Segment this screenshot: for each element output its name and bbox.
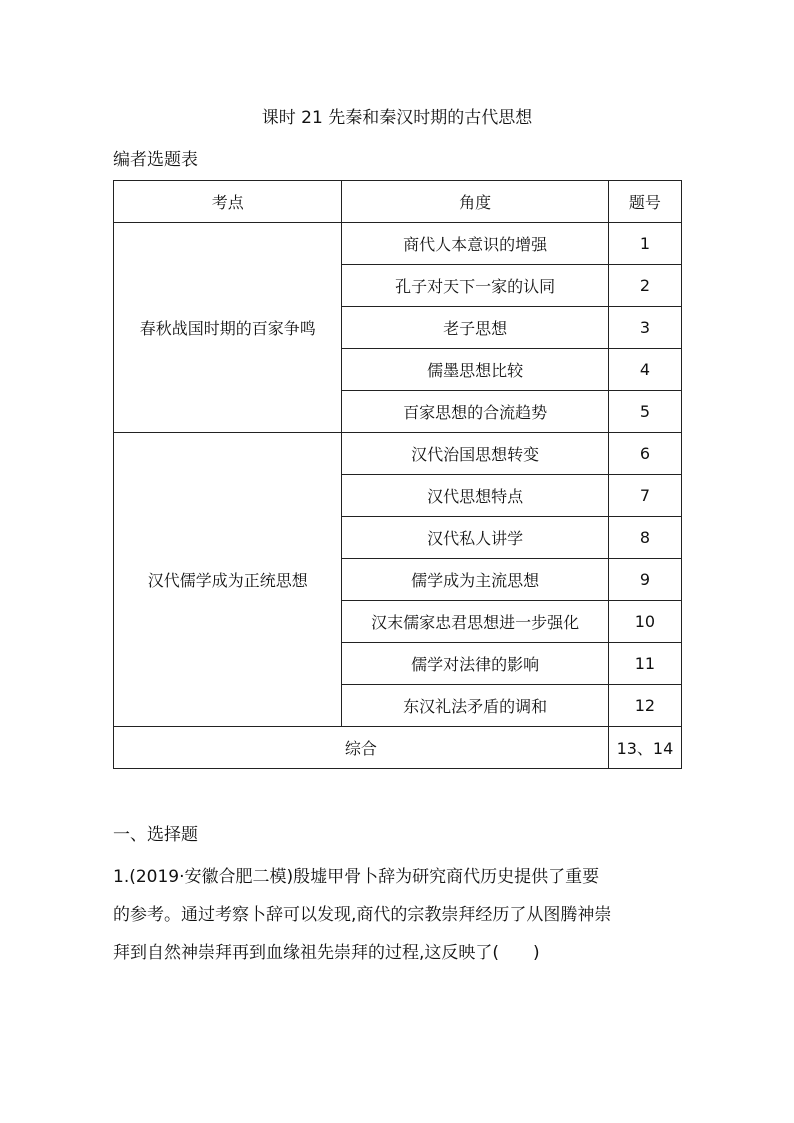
- angle-cell: 儒学对法律的影响: [342, 643, 608, 685]
- question-line: 的参考。通过考察卜辞可以发现,商代的宗教崇拜经历了从图腾神崇: [113, 905, 612, 925]
- number-cell: 8: [608, 517, 681, 559]
- number-cell: 7: [608, 475, 681, 517]
- number-cell: 2: [608, 265, 681, 307]
- angle-cell: 孔子对天下一家的认同: [342, 265, 608, 307]
- number-cell: 9: [608, 559, 681, 601]
- angle-cell: 商代人本意识的增强: [342, 223, 608, 265]
- summary-row: [114, 727, 682, 769]
- number-cell: 5: [608, 391, 681, 433]
- number-cell: 10: [608, 601, 681, 643]
- angle-cell: 汉代治国思想转变: [342, 433, 608, 475]
- angle-cell: 汉代思想特点: [342, 475, 608, 517]
- section-heading: 一、选择题: [113, 825, 198, 845]
- summary-number: 13、14: [608, 727, 681, 769]
- question-1: [113, 858, 685, 972]
- angle-cell: 百家思想的合流趋势: [342, 391, 608, 433]
- angle-cell: 儒学成为主流思想: [342, 559, 608, 601]
- table-row: [114, 223, 682, 265]
- number-cell: 4: [608, 349, 681, 391]
- number-cell: 6: [608, 433, 681, 475]
- table-header-row: [114, 181, 682, 223]
- angle-cell: 儒墨思想比较: [342, 349, 608, 391]
- topic-cell: 汉代儒学成为正统思想: [114, 433, 342, 727]
- angle-cell: 汉末儒家忠君思想进一步强化: [342, 601, 608, 643]
- topic-selection-table: [113, 180, 682, 769]
- header-number: 题号: [608, 181, 681, 223]
- table-caption: 编者选题表: [113, 150, 198, 170]
- topic-cell: 春秋战国时期的百家争鸣: [114, 223, 342, 433]
- number-cell: 12: [608, 685, 681, 727]
- number-cell: 1: [608, 223, 681, 265]
- angle-cell: 汉代私人讲学: [342, 517, 608, 559]
- number-cell: 11: [608, 643, 681, 685]
- page-title: 课时 21 先秦和秦汉时期的古代思想: [261, 108, 533, 128]
- header-angle: 角度: [342, 181, 608, 223]
- number-cell: 3: [608, 307, 681, 349]
- angle-cell: 东汉礼法矛盾的调和: [342, 685, 608, 727]
- table-row: [114, 433, 682, 475]
- summary-label: 综合: [114, 727, 609, 769]
- question-line: 1.(2019·安徽合肥二模)殷墟甲骨卜辞为研究商代历史提供了重要: [113, 867, 600, 887]
- angle-cell: 老子思想: [342, 307, 608, 349]
- question-line: 拜到自然神崇拜再到血缘祖先崇拜的过程,这反映了( ): [113, 943, 540, 963]
- header-topic: 考点: [114, 181, 342, 223]
